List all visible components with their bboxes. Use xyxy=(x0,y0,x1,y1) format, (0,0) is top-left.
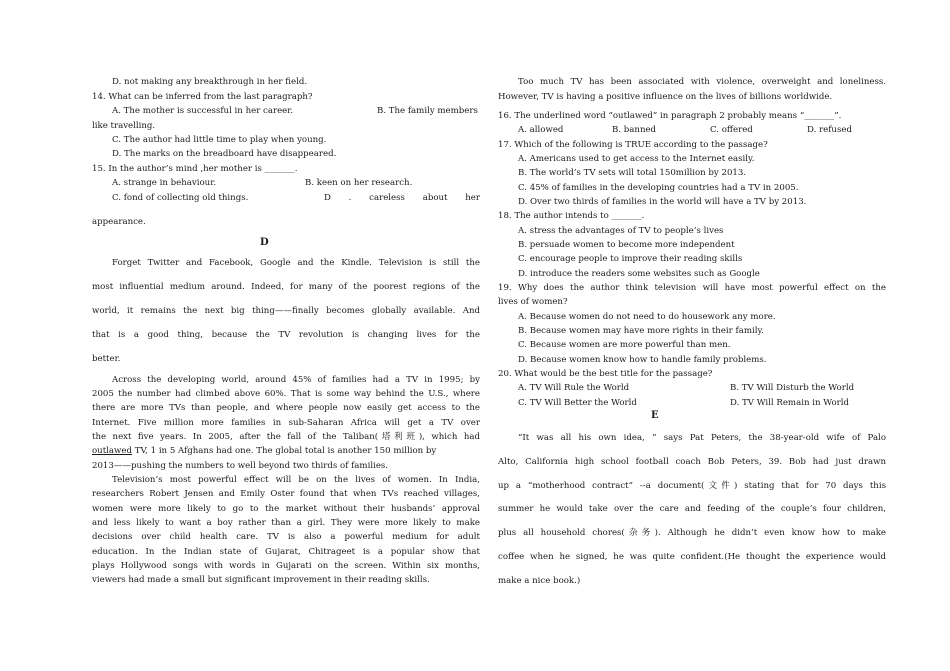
passage-e-line1: “It was all his own idea, ” says Pat Peters, the 38-year-old wife of Palo xyxy=(518,433,886,443)
q16-option-a: A. allowed xyxy=(518,125,564,135)
passage-d-p1-line4: that is a good thing, because the TV revolution is changing lives for the xyxy=(92,330,480,340)
passage-d-p2-line7: 2013——pushing the numbers to well beyond two thirds of families. xyxy=(92,461,389,471)
q18-option-d: D. introduce the readers some websites such as Google xyxy=(518,269,760,279)
q18-stem: 18. The author intends to _______. xyxy=(498,211,645,221)
q20-stem: 20. What would be the best title for the passage? xyxy=(498,369,713,379)
passage-d-p1-line3: world, it remains the next big thing——finally becomes globally available. And xyxy=(92,306,480,316)
q19-option-b: B. Because women may have more rights in their family. xyxy=(518,326,764,336)
q20-option-c: C. TV Will Better the World xyxy=(518,398,637,408)
q13-option-d: D. not making any breakthrough in her field. xyxy=(112,77,308,87)
passage-d-p3-line1: Television’s most powerful effect will be on the lives of women. In India, xyxy=(112,475,480,485)
passage-e-line2: Alto, California high school football coach Bob Peters, 39. Bob had just drawn xyxy=(498,457,886,467)
q16-option-d: D. refused xyxy=(807,125,852,135)
passage-e-line7: make a nice book.) xyxy=(498,576,581,586)
passage-d-p2-line1: Across the developing world, around 45% of families had a TV in 1995; by xyxy=(112,375,480,385)
passage-d-p4-line1: Too much TV has been associated with violence, overweight and loneliness. xyxy=(518,77,886,87)
q15-option-b: B. keen on her research. xyxy=(305,178,413,188)
q14-option-c: C. The author had little time to play when young. xyxy=(112,135,327,145)
q17-option-a: A. Americans used to get access to the Internet easily. xyxy=(518,154,755,164)
passage-d-p3-line5: decisions over child health care. TV is also a powerful medium for adult xyxy=(92,532,480,542)
passage-e-line4: summer he would take over the care and feeding of the couple’s four children, xyxy=(498,504,886,514)
q17-option-d: D. Over two thirds of families in the world will have a TV by 2013. xyxy=(518,197,807,207)
passage-d-p2-line3: there are more TVs than people, and where people now easily get access to the xyxy=(92,403,480,413)
q20-option-a: A. TV Will Rule the World xyxy=(518,383,630,393)
passage-e-line5: plus all household chores(杂务). Although he didn’t even know how to make xyxy=(498,528,886,538)
passage-d-p3-line6: education. In the Indian state of Gujarat, Chitrageet is a popular show that xyxy=(92,547,480,557)
q17-stem: 17. Which of the following is TRUE according to the passage? xyxy=(498,140,768,150)
passage-d-p1-line1: Forget Twitter and Facebook, Google and the Kindle. Television is still the xyxy=(112,258,480,268)
q14-option-d: D. The marks on the breadboard have disappeared. xyxy=(112,149,337,159)
passage-d-p2-line4: Internet. Five million more families in sub-Saharan Africa will get a TV over xyxy=(92,418,480,428)
passage-d-p3-line7: plays Hollywood songs with words in Gujarati on the screen. Within six months, xyxy=(92,561,480,571)
passage-d-p1-line5: better. xyxy=(92,354,121,364)
q20-option-d: D. TV Will Remain in World xyxy=(730,398,850,408)
q19-stem: 19. Why does the author think television will have most powerful effect on the xyxy=(498,283,886,293)
q18-option-a: A. stress the advantages of TV to people’s lives xyxy=(518,226,724,236)
passage-d-p3-line4: and less likely to want a boy rather than a girl. They were more likely to make xyxy=(92,518,480,528)
passage-d-p3-line2: researchers Robert Jensen and Emily Oster found that when TVs reached villages, xyxy=(92,489,480,499)
q19-option-d: D. Because women know how to handle family problems. xyxy=(518,355,767,365)
section-d-heading: D xyxy=(260,237,269,248)
section-e-heading: E xyxy=(651,410,659,421)
q20-option-b: B. TV Will Disturb the World xyxy=(730,383,855,393)
underlined-word: outlawed xyxy=(92,446,132,456)
passage-d-p2-line5: the next five years. In 2005, after the fall of the Taliban(塔利班), which had xyxy=(92,432,480,442)
q15-option-d-cont: appearance. xyxy=(92,217,146,227)
q17-option-b: B. The world’s TV sets will total 150million by 2013. xyxy=(518,168,747,178)
q19-stem-cont: lives of women? xyxy=(498,297,568,307)
q19-option-c: C. Because women are more powerful than men. xyxy=(518,340,731,350)
q16-option-b: B. banned xyxy=(612,125,657,135)
q17-option-c: C. 45% of families in the developing countries had a TV in 2005. xyxy=(518,183,799,193)
q18-option-c: C. encourage people to improve their reading skills xyxy=(518,254,743,264)
q15-option-d: D . careless about her xyxy=(324,193,480,203)
q16-option-c: C. offered xyxy=(710,125,753,135)
q14-stem: 14. What can be inferred from the last paragraph? xyxy=(92,92,313,102)
passage-d-p3-line3: women were more likely to go to the market without their husbands’ approval xyxy=(92,504,480,514)
passage-e-line3: up a “motherhood contract” --a document(文件) stating that for 70 days this xyxy=(498,481,886,491)
passage-d-p2-line2: 2005 the number had climbed above 60%. That is some way behind the U.S., where xyxy=(92,389,480,399)
q15-stem: 15. In the author’s mind ,her mother is _______. xyxy=(92,164,298,174)
q18-option-b: B. persuade women to become more independent xyxy=(518,240,735,250)
passage-d-p4-line2: However, TV is having a positive influence on the lives of billions worldwide. xyxy=(498,92,833,102)
passage-d-p3-line8: viewers had made a small but significant improvement in their reading skills. xyxy=(92,575,430,585)
q15-option-a: A. strange in behaviour. xyxy=(112,178,217,188)
q14-option-b-cont: like travelling. xyxy=(92,121,156,131)
passage-e-line6: coffee when he signed, he was quite confident.(He thought the experience would xyxy=(498,552,886,562)
q14-option-a: A. The mother is successful in her career. xyxy=(112,106,294,116)
passage-d-p1-line2: most influential medium around. Indeed, for many of the poorest regions of the xyxy=(92,282,480,292)
passage-d-p2-line6: outlawed TV, 1 in 5 Afghans had one. The global total is another 150 million by xyxy=(92,446,437,456)
q14-option-b: B. The family members xyxy=(377,106,478,116)
q16-stem: 16. The underlined word “outlawed” in paragraph 2 probably means “_______”. xyxy=(498,111,842,121)
q15-option-c: C. fond of collecting old things. xyxy=(112,193,249,203)
q19-option-a: A. Because women do not need to do housework any more. xyxy=(518,312,776,322)
